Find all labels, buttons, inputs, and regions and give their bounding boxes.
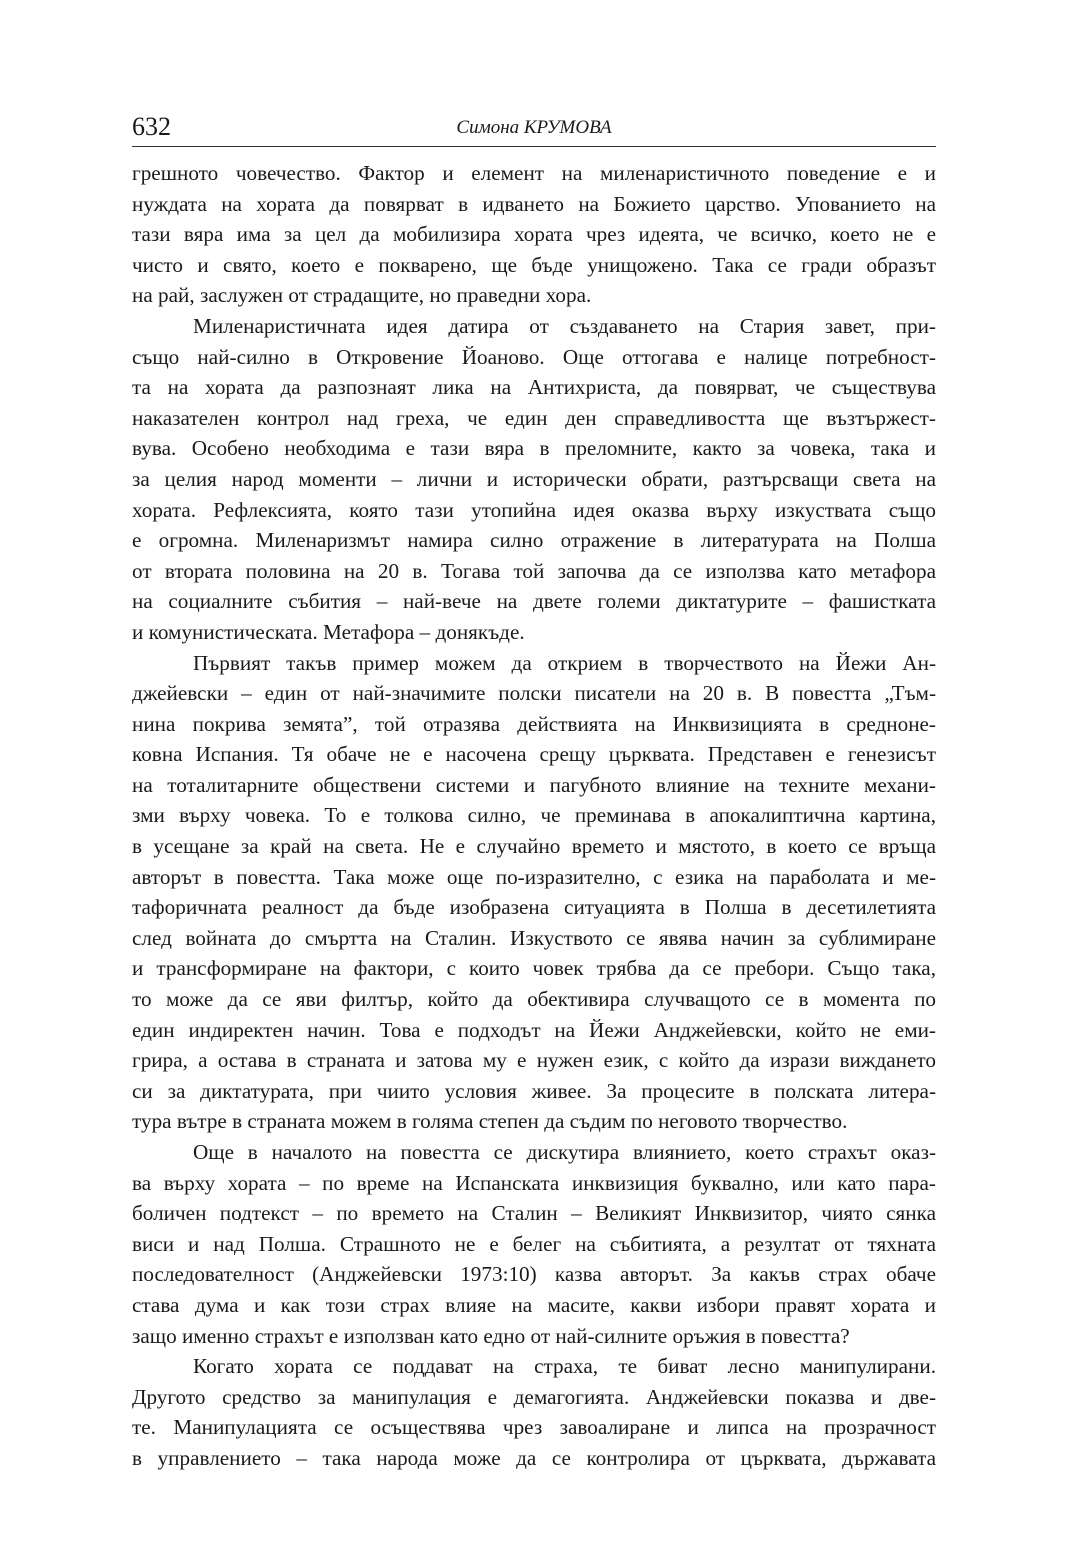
- text-line: те. Манипулацията се осъществява чрез завоалиране и липса на прозрачност: [132, 1415, 936, 1440]
- text-line: хората. Рефлексията, която тази утопийна идея оказва върху изкуствата също: [132, 497, 936, 522]
- text-line: авторът в повестта. Така може още по-изразително, с езика на параболата и ме-: [132, 864, 936, 889]
- text-line: зми върху човека. То е толкова силно, че преминава в апокалиптична картина,: [132, 803, 936, 828]
- text-line: защо именно страхът е използван като едно от най-силните оръжия в повестта?: [132, 1323, 850, 1348]
- running-title: Симона КРУМОВА: [456, 117, 612, 138]
- text-line: е огромна. Миленаризмът намира силно отражение в литературата на Полша: [132, 528, 936, 553]
- paragraph: [132, 648, 936, 1138]
- text-line: наказателен контрол над греха, че един ден справедливостта ще възтържест-: [132, 405, 936, 430]
- text-line: грешното човечество. Фактор и елемент на миленаристичното поведение е и: [132, 161, 936, 185]
- text-line: тафоричната реалност да бъде изобразена ситуацията в Полша в десетилетията: [132, 895, 936, 920]
- text-line: тура вътре в страната можем в голяма степен да съдим по неговото творчество.: [132, 1109, 848, 1134]
- text-line: джейевски – един от най-значимите полски писатели на 20 в. В повестта „Тъм-: [132, 681, 936, 706]
- text-line: от втората половина на 20 в. Тогава той започва да се използва като метафора: [132, 558, 936, 583]
- text-line: на тоталитарните обществени системи и пагубното влияние на техните механи-: [132, 772, 936, 797]
- text-line: та на хората да разпознаят лика на Антихриста, да повярват, че съществува: [132, 375, 936, 400]
- text-line: ва върху хората – по време на Испанската инквизиция буквално, или като пара-: [132, 1170, 936, 1195]
- paragraph: [132, 311, 936, 648]
- text-line: става дума и как този страх влияе на масите, какви избори правят хората и: [132, 1292, 936, 1317]
- text-line: грира, а остава в страната и затова му е нужен език, с който да изрази виждането: [132, 1048, 936, 1073]
- running-header: [132, 108, 936, 147]
- text-line: то може да се яви филтър, който да обективира случващото се в момента по: [132, 987, 936, 1012]
- text-line: Още в началото на повестта се дискутира влиянието, което страхът оказ-: [193, 1140, 936, 1164]
- text-line: един индиректен начин. Това е подходът на Йежи Анджейевски, който не еми-: [132, 1017, 936, 1042]
- text-line: в управлението – така народа може да се контролира от църквата, държавата: [132, 1445, 936, 1470]
- text-line: ковна Испания. Тя обаче не е насочена срещу църквата. Представен е генезисът: [132, 742, 936, 767]
- text-line: последователност (Анджейевски 1973:10) казва авторът. За какъв страх обаче: [132, 1262, 936, 1287]
- text-line: си за диктатурата, при чиито условия живее. За процесите в полската литера-: [132, 1078, 936, 1103]
- text-line: на социалните събития – най-вече на двете големи диктатурите – фашистката: [132, 589, 936, 614]
- text-line: нина покрива земята”, той отразява действията на Инквизицията в средноне-: [132, 711, 936, 736]
- text-line: на рай, заслужен от страдащите, но праведни хора.: [132, 283, 592, 308]
- text-line: за целия народ моменти – лични и исторически обрати, разтърсващи света на: [132, 466, 936, 491]
- text-line: Първият такъв пример можем да открием в творчеството на Йежи Ан-: [193, 650, 936, 675]
- text-line: Другото средство за манипулация е демагогията. Анджейевски показва и две-: [132, 1384, 936, 1409]
- text-line: след войната до смъртта на Сталин. Изкуството се явява начин за сублимиране: [132, 925, 936, 950]
- text-line: Когато хората се поддават на страха, те биват лесно манипулирани.: [193, 1354, 936, 1379]
- text-line: вува. Особено необходима е тази вяра в преломните, както за човека, така и: [132, 436, 936, 461]
- text-line: също най-силно в Откровение Йоаново. Още оттогава е налице потребност-: [132, 344, 936, 369]
- paragraph: [132, 158, 936, 311]
- text-line: и трансформиране на фактори, с които човек трябва да се пребори. Също така,: [132, 956, 936, 981]
- text-line: виси и над Полша. Страшното не е белег на събитията, а резултат от тяхната: [132, 1231, 936, 1256]
- page-number: 632: [132, 112, 171, 141]
- paragraph: [132, 1137, 936, 1351]
- text-line: и комунистическата. Метафора – донякъде.: [132, 619, 525, 644]
- paragraph: [132, 1351, 936, 1473]
- text-line: Миленаристичната идея датира от създаването на Стария завет, при-: [193, 313, 936, 338]
- text-line: боличен подтекст – по времето на Сталин – Великият Инквизитор, чиято сянка: [132, 1201, 936, 1226]
- text-line: в усещане за край на света. Не е случайно времето и мястото, в което се връща: [132, 834, 936, 859]
- text-line: чисто и свято, което е покварено, ще бъде унищожено. Така се гради образът: [132, 252, 936, 277]
- body-text: [132, 158, 936, 1474]
- book-page: [132, 108, 936, 1474]
- text-line: нуждата на хората да повярват в идването на Божието царство. Упованието на: [132, 191, 936, 216]
- text-line: тази вяра има за цел да мобилизира хората чрез идеята, че всичко, което не е: [132, 222, 936, 247]
